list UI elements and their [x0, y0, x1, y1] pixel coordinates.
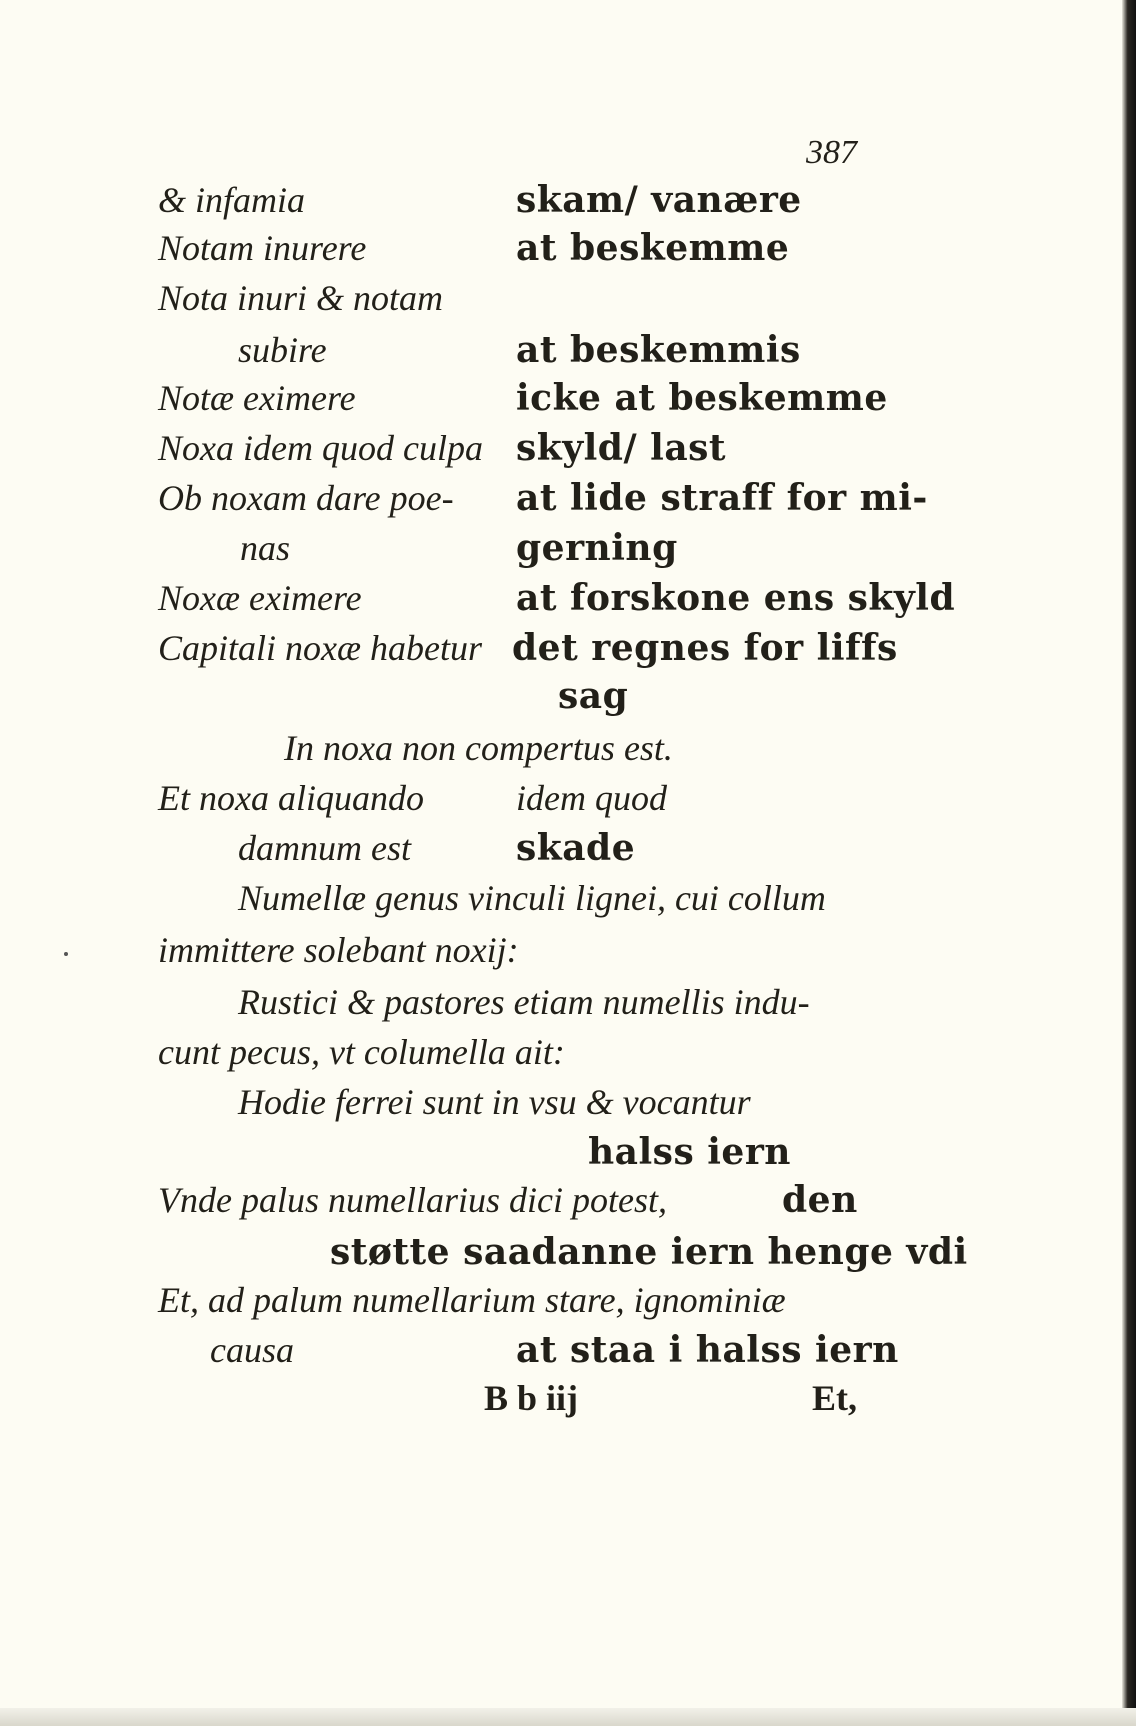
latin-term: Notam inurere	[158, 228, 367, 268]
latin-text-line: Numellæ genus vinculi lignei, cui collum	[238, 878, 826, 918]
latin-text-line: Rustici & pastores etiam numellis indu-	[238, 982, 810, 1022]
latin-text-line: Hodie ferrei sunt in vsu & vocantur	[238, 1082, 751, 1122]
danish-gloss: at forskone ens skyld	[516, 577, 956, 619]
catchword: Et,	[812, 1378, 857, 1418]
latin-term: In noxa non compertus est.	[284, 728, 673, 768]
latin-term: & infamia	[158, 180, 306, 220]
latin-term: Noxa idem quod culpa	[158, 428, 483, 468]
danish-gloss: halss iern	[588, 1131, 791, 1173]
latin-term: nas	[240, 528, 291, 568]
signature-mark: B b iij	[484, 1378, 579, 1418]
danish-gloss: at beskemme	[516, 227, 790, 269]
danish-gloss: gerning	[516, 527, 678, 569]
latin-term: causa	[210, 1330, 294, 1370]
danish-gloss: skam/ vanære	[516, 179, 802, 221]
ink-speck	[64, 952, 68, 956]
latin-term: damnum est	[238, 828, 411, 868]
latin-term: subire	[238, 330, 327, 370]
danish-gloss: at lide straff for mi-	[516, 477, 928, 519]
latin-gloss: idem quod	[516, 778, 667, 818]
danish-gloss: skyld/ last	[516, 427, 727, 469]
danish-gloss: at beskemmis	[516, 329, 801, 371]
scan-edge-right	[1122, 0, 1136, 1726]
latin-text-line: immittere solebant noxij:	[158, 930, 519, 970]
danish-gloss: icke at beskemme	[516, 377, 888, 419]
latin-text-line: Vnde palus numellarius dici potest,	[158, 1180, 667, 1220]
danish-gloss: det regnes for liffs	[512, 627, 898, 669]
latin-term: Nota inuri & notam	[158, 278, 444, 318]
danish-gloss: sag	[558, 675, 629, 717]
latin-term: Et noxa aliquando	[158, 778, 424, 818]
scan-edge-bottom	[0, 1708, 1136, 1726]
danish-gloss: skade	[516, 827, 636, 869]
danish-gloss: at staa i halss iern	[516, 1329, 899, 1371]
latin-term: Notæ eximere	[158, 378, 356, 418]
danish-gloss: den	[782, 1179, 858, 1221]
latin-text-line: Et, ad palum numellarium stare, ignominiæ	[158, 1280, 786, 1320]
latin-term: Capitali noxæ habetur	[158, 628, 482, 668]
page-number: 387	[806, 134, 857, 171]
danish-gloss: støtte saadanne iern henge vdi	[330, 1231, 968, 1273]
latin-text-line: cunt pecus, vt columella ait:	[158, 1032, 565, 1072]
latin-term: Noxæ eximere	[158, 578, 362, 618]
latin-term: Ob noxam dare poe-	[158, 478, 454, 518]
